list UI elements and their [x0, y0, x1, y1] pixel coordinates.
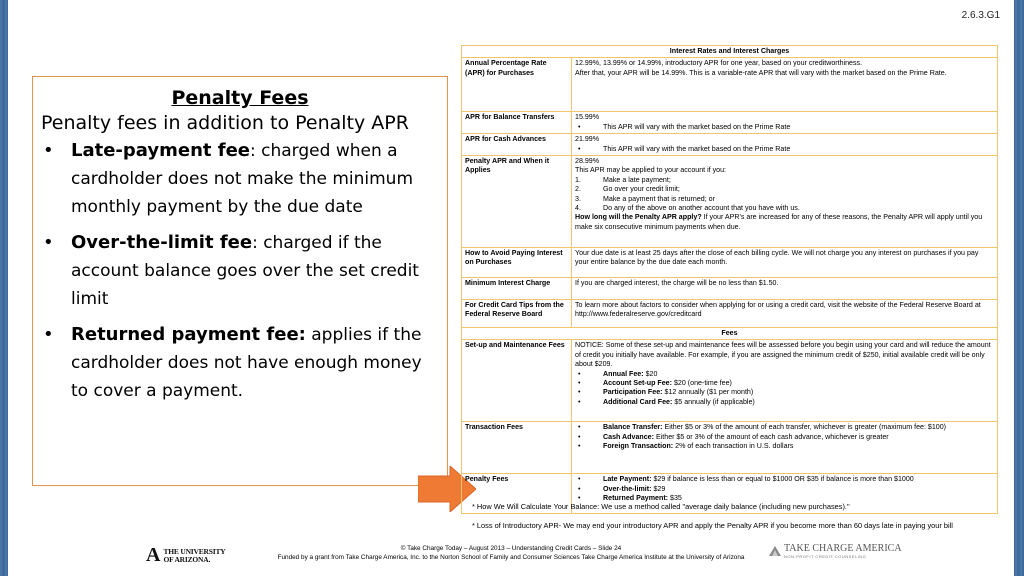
penalty-fees-title: Penalty Fees	[171, 87, 309, 109]
take-charge-america-logo: TAKE CHARGE AMERICA NON-PROFIT CREDIT COUNSELING	[768, 543, 902, 559]
list-item-late-payment: • Late-payment fee: charged when a cardholder does not make the minimum monthly payment by the due date	[41, 137, 439, 221]
table-row: For Credit Card Tips from the Federal Reserve Board To learn more about factors to consider when applying for or using a credit card, visit the website of the Federal Reserve Board at http://www.federalreserve.gov/creditcard	[462, 300, 998, 328]
bullet-icon: •	[43, 232, 54, 253]
table-row: Penalty Fees • Late Payment: $29 if balance is less than or equal to $1000 OR $35 if balance is more than $1000 • Over-the-limit: $29 • Returned Payment: $35	[462, 474, 998, 514]
penalty-fee-list	[41, 137, 439, 405]
table-row: APR for Cash Advances 21.99% • This APR will vary with the market based on the Prime Rate	[462, 134, 998, 156]
slide	[8, 0, 1014, 576]
note-balance-calculation: * How We Will Calculate Your Balance: We use a method called "average daily balance (including new purchases)."	[472, 502, 850, 511]
table-row: Set-up and Maintenance Fees NOTICE: Some of these set-up and maintenance fees will be assessed before you begin using your card and will reduce the amount of credit you initially have available. For example, if you are assigned the minimum credit of $250, initial available credit will be only about $209. • Annual Fee: $20 • Account Set-up Fee: $20 (one-time fee) • Participation Fee: $12 annually ($1 per month) • Additional Card Fee: $5 annually (if applicable)	[462, 340, 998, 422]
footer-funding: Funded by a grant from Take Charge America, Inc. to the Norton School of Family and Consumer Sciences Take Charge America Institute at the University of Arizona	[277, 554, 745, 561]
university-of-arizona-logo: A THE UNIVERSITY OF ARIZONA.	[146, 544, 226, 566]
table-row: Penalty APR and When it Applies 28.99% This APR may be applied to your account if you: 1. Make a late payment; 2. Go over your credit limit; 3. Make a payment that is returned; or 4. Do any of the above on another account that you have with us. How long will the Penalty APR apply? If your APR's are increased for any of these reasons, the Penalty APR will apply until you make six consecutive minimum payments when due.	[462, 156, 998, 248]
table-row: APR for Balance Transfers 15.99% • This APR will vary with the market based on the Prime Rate	[462, 112, 998, 134]
credit-card-terms-table	[461, 45, 998, 514]
penalty-fees-box	[32, 76, 448, 486]
note-loss-intro-apr: * Loss of Introductory APR- We may end your introductory APR and apply the Penalty APR if you become more than 60 days late in paying your bill	[472, 521, 953, 530]
table-heading-interest: Interest Rates and Interest Charges	[462, 46, 998, 58]
table-row: Annual Percentage Rate (APR) for Purchases 12.99%, 13.99% or 14.99%, introductory APR for one year, based on your creditworthiness. After that, your APR will be 14.99%. This is a variable-rate APR that will vary with the market based on the Prime Rate.	[462, 58, 998, 112]
list-item-returned-payment: • Returned payment fee: applies if the cardholder does not have enough money to cover a payment.	[41, 321, 439, 405]
table-heading-fees: Fees	[462, 328, 998, 340]
table-row: How to Avoid Paying Interest on Purchases Your due date is at least 25 days after the close of each billing cycle. We will not charge you any interest on purchases if you pay your entire balance by the due date each month.	[462, 248, 998, 278]
list-item-over-limit: • Over-the-limit fee: charged if the account balance goes over the set credit limit	[41, 229, 439, 313]
footer-copyright: © Take Charge Today – August 2013 – Understanding Credit Cards – Slide 24	[400, 545, 622, 552]
tca-flag-icon	[768, 544, 782, 558]
ua-a-icon: A	[146, 544, 161, 566]
bullet-icon: •	[43, 324, 54, 345]
bullet-icon: •	[43, 140, 54, 161]
table-row: Transaction Fees • Balance Transfer: Either $5 or 3% of the amount of each transfer, whichever is greater (maximum fee: $100) • Cash Advance: Either $5 or 3% of the amount of each cash advance, whichever is greater • Foreign Transaction: 2% of each transaction in U.S. dollars	[462, 422, 998, 474]
penalty-fees-intro: Penalty fees in addition to Penalty APR	[41, 112, 409, 134]
table-row: Minimum Interest Charge If you are charged interest, the charge will be no less than $1.50.	[462, 278, 998, 300]
slide-id: 2.6.3.G1	[961, 10, 1000, 21]
